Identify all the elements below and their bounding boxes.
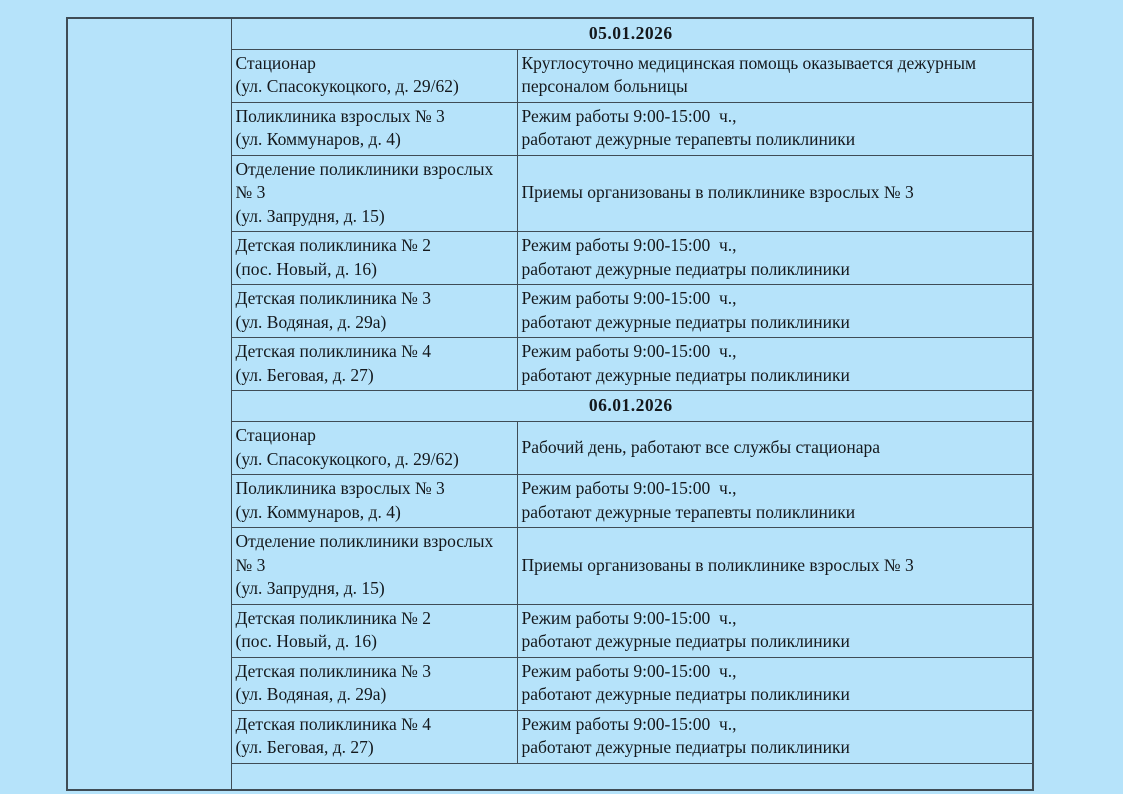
schedule-line2: работают дежурные педиатры поликлиники xyxy=(521,684,850,704)
schedule-line1: Режим работы 9:00-15:00 ч., xyxy=(521,341,737,361)
facility-cell xyxy=(231,49,517,102)
facility-address: (ул. Коммунаров, д. 4) xyxy=(235,129,401,149)
schedule-cell xyxy=(517,155,1033,232)
facility-cell xyxy=(231,102,517,155)
schedule-line1: Круглосуточно медицинская помощь оказывается дежурным персоналом больницы xyxy=(521,52,981,96)
schedule-line1: Рабочий день, работают все службы стационара xyxy=(521,436,881,457)
schedule-line1: Режим работы 9:00-15:00 ч., xyxy=(521,713,737,734)
facility-cell xyxy=(231,285,517,338)
schedule-cell xyxy=(517,102,1033,155)
facility-address: (ул. Беговая, д. 27) xyxy=(235,737,374,757)
schedule-cell xyxy=(517,710,1033,763)
schedule-line2: работают дежурные терапевты поликлиники xyxy=(521,501,856,522)
facility-name: Поликлиника взрослых № 3 xyxy=(235,105,445,126)
facility-cell xyxy=(231,232,517,285)
facility-cell xyxy=(231,338,517,391)
facility-address: (пос. Новый, д. 16) xyxy=(235,631,377,651)
schedule-cell xyxy=(517,422,1033,475)
empty-bottom-row xyxy=(231,763,1033,790)
facility-name: Стационар xyxy=(235,425,316,445)
schedule-line1: Режим работы 9:00-15:00 ч., xyxy=(521,105,737,126)
schedule-cell xyxy=(517,528,1033,605)
facility-address: (ул. Запрудня, д. 15) xyxy=(235,578,385,598)
facility-address: (ул. Коммунаров, д. 4) xyxy=(235,501,401,522)
facility-cell xyxy=(231,422,517,475)
date-header: 06.01.2026 xyxy=(231,391,1033,422)
facility-name: Детская поликлиника № 4 xyxy=(235,341,431,361)
schedule-line2: работают дежурные терапевты поликлиники xyxy=(521,129,856,149)
schedule-table xyxy=(66,17,1034,791)
schedule-line2: работают дежурные педиатры поликлиники xyxy=(521,258,850,279)
schedule-line1: Режим работы 9:00-15:00 ч., xyxy=(521,660,737,681)
facility-name: Поликлиника взрослых № 3 xyxy=(235,478,445,498)
schedule-cell xyxy=(517,657,1033,710)
facility-cell xyxy=(231,604,517,657)
schedule-layout xyxy=(66,17,1034,791)
facility-cell xyxy=(231,657,517,710)
schedule-cell xyxy=(517,604,1033,657)
facility-cell xyxy=(231,710,517,763)
schedule-cell xyxy=(517,475,1033,528)
facility-name: Детская поликлиника № 2 xyxy=(235,607,431,628)
schedule-line1: Приемы организованы в поликлинике взрослых № 3 xyxy=(521,554,914,575)
facility-cell xyxy=(231,155,517,232)
facility-name: Детская поликлиника № 3 xyxy=(235,660,431,681)
schedule-line1: Режим работы 9:00-15:00 ч., xyxy=(521,478,737,498)
table-row xyxy=(67,18,1033,49)
schedule-cell xyxy=(517,338,1033,391)
facility-address: (пос. Новый, д. 16) xyxy=(235,258,377,279)
schedule-line2: работают дежурные педиатры поликлиники xyxy=(521,311,850,332)
facility-address: (ул. Водяная, д. 29а) xyxy=(235,311,387,332)
schedule-line2: работают дежурные педиатры поликлиники xyxy=(521,364,850,385)
facility-name: Детская поликлиника № 4 xyxy=(235,713,431,734)
schedule-cell xyxy=(517,49,1033,102)
facility-name: Отделение поликлиники взрослых № 3 xyxy=(235,531,498,575)
schedule-line2: работают дежурные педиатры поликлиники xyxy=(521,737,850,757)
schedule-line2: работают дежурные педиатры поликлиники xyxy=(521,631,850,651)
schedule-line1: Режим работы 9:00-15:00 ч., xyxy=(521,288,737,308)
schedule-cell xyxy=(517,232,1033,285)
facility-address: (ул. Беговая, д. 27) xyxy=(235,364,374,385)
facility-name: Стационар xyxy=(235,52,316,73)
facility-address: (ул. Водяная, д. 29а) xyxy=(235,684,387,704)
facility-name: Детская поликлиника № 3 xyxy=(235,288,431,308)
schedule-line1: Приемы организованы в поликлинике взрослых № 3 xyxy=(521,182,914,202)
facility-cell xyxy=(231,528,517,605)
schedule-line1: Режим работы 9:00-15:00 ч., xyxy=(521,235,737,255)
facility-address: (ул. Спасокукоцкого, д. 29/62) xyxy=(235,448,459,469)
facility-address: (ул. Запрудня, д. 15) xyxy=(235,205,385,226)
facility-name: Детская поликлиника № 2 xyxy=(235,235,431,255)
date-header: 05.01.2026 xyxy=(231,18,1033,49)
facility-address: (ул. Спасокукоцкого, д. 29/62) xyxy=(235,76,459,96)
schedule-cell xyxy=(517,285,1033,338)
left-empty-column xyxy=(67,18,231,790)
facility-cell xyxy=(231,475,517,528)
facility-name: Отделение поликлиники взрослых № 3 xyxy=(235,158,498,202)
schedule-line1: Режим работы 9:00-15:00 ч., xyxy=(521,607,737,628)
